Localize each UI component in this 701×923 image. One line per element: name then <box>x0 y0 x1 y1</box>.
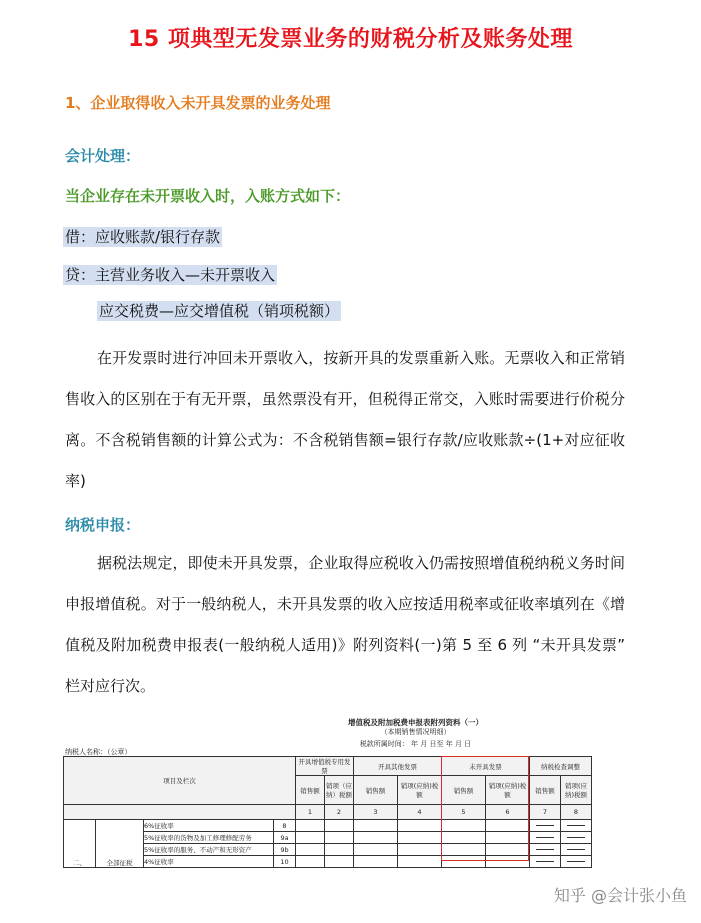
form-subtitle: （本期销售情况明细） <box>380 728 451 736</box>
col-number: 8 <box>561 805 592 820</box>
col-number: 6 <box>486 805 530 820</box>
dash-mark <box>567 861 585 862</box>
row-label: 4%征收率 <box>144 856 274 868</box>
dash-mark <box>567 849 585 850</box>
sub-sales: 销售额 <box>354 776 398 805</box>
col-number: 4 <box>398 805 442 820</box>
group-special-invoice: 开具增值税专用发票 <box>296 757 354 776</box>
col-project: 项目及栏次 <box>64 757 296 805</box>
row-number: 8 <box>274 820 296 832</box>
col-number: 7 <box>530 805 561 820</box>
sub-sales: 销售额 <box>530 776 561 805</box>
dash-mark <box>567 825 585 826</box>
debit-entry: 借：应收账款/银行存款 <box>65 228 221 246</box>
col-number: 3 <box>354 805 398 820</box>
watermark: 知乎 @会计张小鱼 <box>553 886 687 905</box>
side-label: 全部征税 <box>96 820 144 868</box>
row-number: 9a <box>274 832 296 844</box>
sub-tax: 销项(应纳)税额 <box>486 776 530 805</box>
sub-sales: 销售额 <box>442 776 486 805</box>
row-label: 5%征收率的服务、不动产和无形资产 <box>144 844 274 856</box>
sub-tax: 销项(应纳)税额 <box>561 776 592 805</box>
tax-form-image <box>63 713 618 865</box>
sub-sales: 销售额 <box>296 776 325 805</box>
form-title: 增值税及附加税费申报表附列资料（一） <box>348 718 483 727</box>
dash-mark <box>567 837 585 838</box>
paragraph-tax-filing: 据税法规定，即使未开具发票，企业取得应税收入仍需按照增值税纳税义务时间申报增值税。对于一般纳税人，未开具发票的收入应按适用税率或征收率填列在《增值税及附加税费申报表(一般纳税人适用)》附列资料(一)第 5 至 6 列 “未开具发票” 栏对应行次。 <box>65 554 625 695</box>
sub-tax: 销项（应纳）税额 <box>325 776 354 805</box>
form-taxpayer: 纳税人名称：（公章） <box>65 748 132 756</box>
section-heading: 1、企业取得收入未开具发票的业务处理 <box>65 94 331 112</box>
entry-intro: 当企业存在未开票收入时，入账方式如下： <box>65 187 351 205</box>
col-number: 2 <box>325 805 354 820</box>
group-other-invoice: 开具其他发票 <box>354 757 442 776</box>
dash-mark <box>536 849 554 850</box>
highlight-box <box>441 756 529 861</box>
col-number: 1 <box>296 805 325 820</box>
credit-entry: 贷：主营业务收入—未开票收入 <box>65 266 276 284</box>
form-period: 税款所属时间： 年 月 日至 年 月 日 <box>359 740 472 748</box>
dash-mark <box>536 825 554 826</box>
tax-filing-label: 纳税申报： <box>65 516 141 534</box>
row-number: 9b <box>274 844 296 856</box>
dash-mark <box>536 861 554 862</box>
row-number: 10 <box>274 856 296 868</box>
col-number: 5 <box>442 805 486 820</box>
row-label: 5%征收率的货物及加工修理修配劳务 <box>144 832 274 844</box>
page-title: 15 项典型无发票业务的财税分析及账务处理 <box>128 27 573 52</box>
side-label-2: 二、 <box>64 820 96 868</box>
credit-entry-2: 应交税费—应交增值税（销项税额） <box>99 302 340 320</box>
accounting-label: 会计处理： <box>65 147 141 165</box>
sub-tax: 销项(应纳)税额 <box>398 776 442 805</box>
dash-mark <box>536 837 554 838</box>
group-inspection: 纳税检查调整 <box>530 757 592 776</box>
row-label: 6%征收率 <box>144 820 274 832</box>
group-no-invoice: 未开具发票 <box>442 757 530 776</box>
paragraph-invoice-reversal: 在开发票时进行冲回未开票收入，按新开具的发票重新入账。无票收入和正常销售收入的区别在于有无开票，虽然票没有开，但税得正常交，入账时需要进行价税分离。不含税销售额的计算公式为：不含税销售额=银行存款/应收账款÷(1+对应征收率) <box>65 349 625 490</box>
